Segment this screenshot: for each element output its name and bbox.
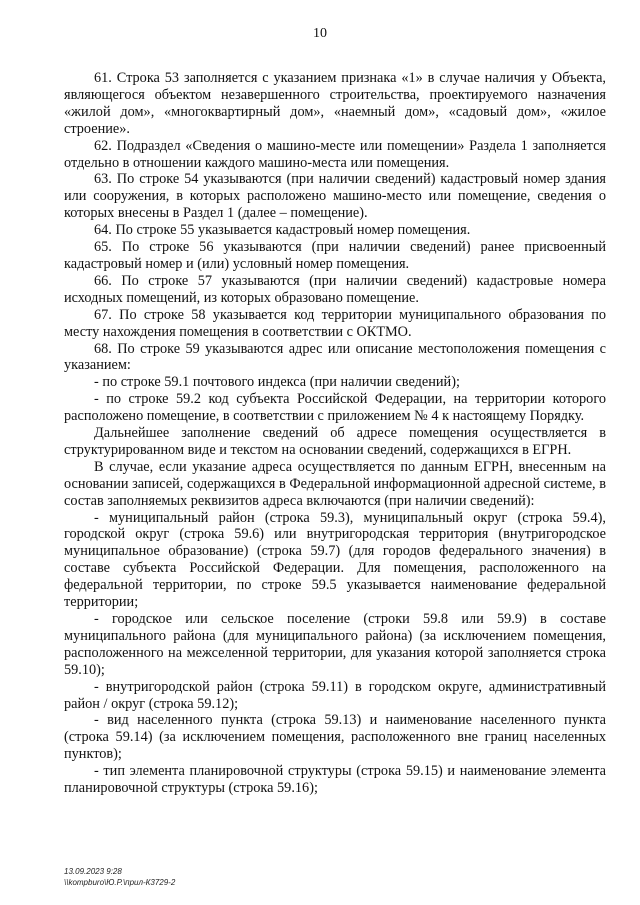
paragraph-address-fias: В случае, если указание адреса осуществляется по данным ЕГРН, внесенным на основании записей, содержащихся в Федеральной информационной адресной системе, в состав заполняемых реквизитов адреса включаются (при наличии сведений): — [64, 458, 606, 509]
footer-file-path: \\kompburo\Ю.Р.\прил-К3729-2 — [64, 878, 176, 887]
paragraph-63: 63. По строке 54 указываются (при наличии сведений) кадастровый номер здания или сооружения, в которых расположено машино-место или помещение, сведения о которых внесены в Раздел 1 (далее – помещение). — [64, 171, 606, 222]
list-item-59-1: - по строке 59.1 почтового индекса (при наличии сведений); — [94, 374, 460, 391]
footer-date: 13.09.2023 9:28 — [64, 867, 122, 876]
list-item-municipal-district: - муниципальный район (строка 59.3), муниципальный округ (строка 59.4), городской округ (строка 59.6) или внутригородская территория (внутригородское муниципальное образование) (строка 59.7) (для городов федерального значения) в составе субъекта Российской Федерации. Для помещения, расположенного на федеральной территории, по строке 59.5 указывается наименование федеральной территории; — [64, 509, 606, 611]
document-body — [64, 70, 606, 797]
paragraph-65: 65. По строке 56 указываются (при наличии сведений) ранее присвоенный кадастровый номер и (или) условный номер помещения. — [64, 239, 606, 272]
paragraph-66: 66. По строке 57 указываются (при наличии сведений) кадастровые номера исходных помещений, из которых образовано помещение. — [64, 272, 606, 306]
list-item-locality-type: - вид населенного пункта (строка 59.13) и наименование населенного пункта (строка 59.14) (за исключением помещения, расположенного вне границ населенных пунктов); — [64, 712, 606, 763]
footer — [64, 866, 175, 888]
paragraph-64: 64. По строке 55 указывается кадастровый номер помещения. — [94, 222, 471, 239]
list-item-59-2: - по строке 59.2 код субъекта Российской Федерации, на территории которого расположено помещение, в соответствии с приложением № 4 к настоящему Порядку. — [64, 391, 606, 425]
paragraph-67: 67. По строке 58 указывается код территории муниципального образования по месту нахождения помещения в соответствии с ОКТМО. — [64, 306, 606, 340]
page-number: 10 — [313, 26, 327, 41]
paragraph-62: 62. Подраздел «Сведения о машино-месте или помещении» Раздела 1 заполняется отдельно в отношении каждого машино-места или помещения. — [64, 137, 606, 171]
list-item-intracity-district: - внутригородской район (строка 59.11) в городском округе, административный район / округ (строка 59.12); — [64, 678, 606, 712]
paragraph-68: 68. По строке 59 указываются адрес или описание местоположения помещения с указанием: — [64, 340, 606, 374]
list-item-planning-structure: - тип элемента планировочной структуры (строка 59.15) и наименование элемента планировочной структуры (строка 59.16); — [64, 763, 606, 797]
list-item-settlement: - городское или сельское поселение (строки 59.8 или 59.9) в составе муниципального района (для муниципального района) (за исключением помещения, расположенного на межселенной территории, для указания которой заполняется строка 59.10); — [64, 611, 606, 678]
paragraph-61: 61. Строка 53 заполняется с указанием признака «1» в случае наличия у Объекта, являющегося объектом незавершенного строительства, проектируемого назначения «жилой дом», «многоквартирный дом», «наемный дом», «садовый дом», «жилое строение». — [64, 70, 606, 137]
paragraph-address-structured: Дальнейшее заполнение сведений об адресе помещения осуществляется в структурированном виде и текстом на основании сведений, содержащихся в ЕГРН. — [64, 425, 606, 458]
